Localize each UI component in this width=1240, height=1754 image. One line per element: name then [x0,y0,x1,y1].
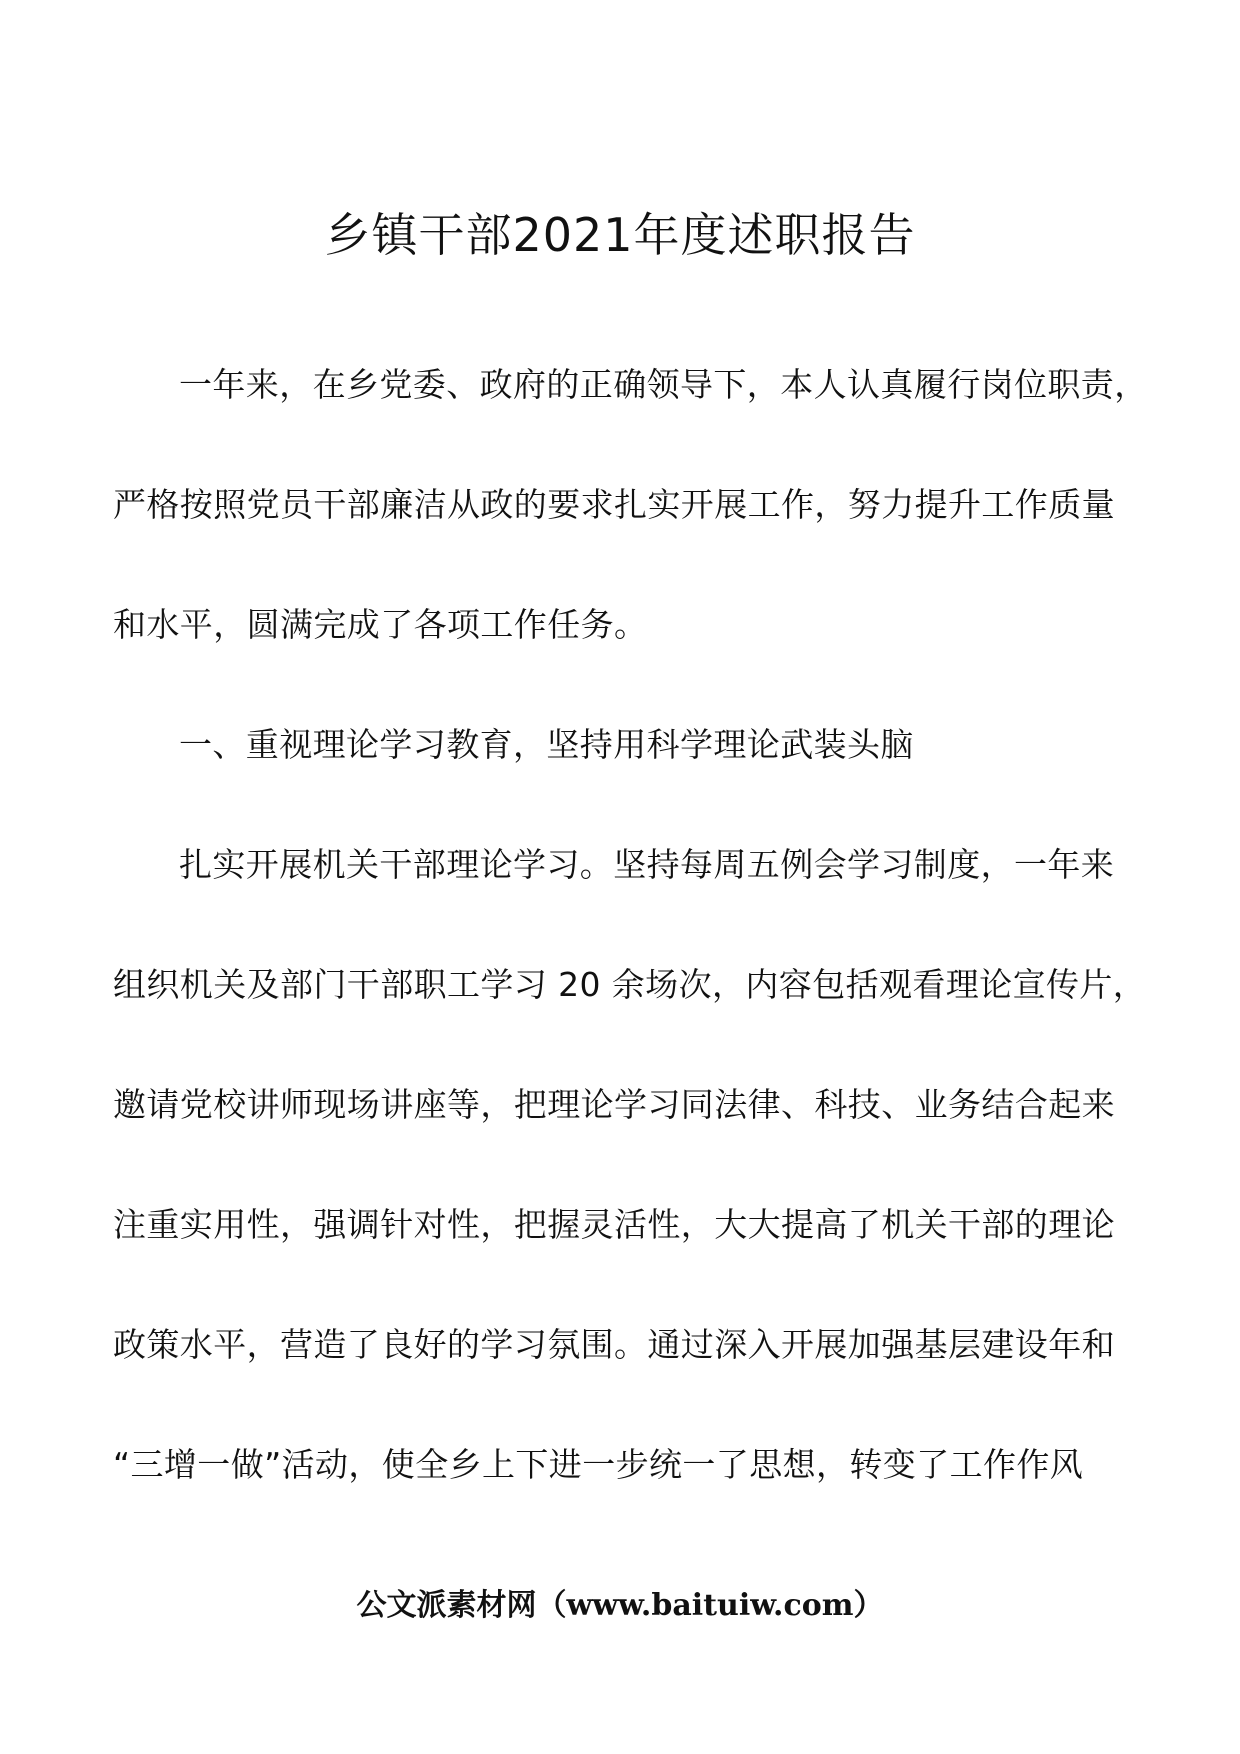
paragraph-section1-line-4: 注重实用性，强调针对性，把握灵活性，大大提高了机关干部的理论 [113,1205,1115,1244]
document-body [113,365,1173,1565]
paragraph-intro-line-2: 严格按照党员干部廉洁从政的要求扎实开展工作，努力提升工作质量 [113,485,1115,524]
paragraph-intro-line-1: 一年来，在乡党委、政府的正确领导下，本人认真履行岗位职责， [179,365,1148,404]
document-title: 乡镇干部2021年度述职报告 [324,208,916,262]
paragraph-section1-line-5: 政策水平，营造了良好的学习氛围。通过深入开展加强基层建设年和 [113,1325,1115,1364]
paragraph-section1-line-3: 邀请党校讲师现场讲座等，把理论学习同法律、科技、业务结合起来 [113,1085,1115,1124]
paragraph-section1-line-1: 扎实开展机关干部理论学习。坚持每周五例会学习制度，一年来 [179,845,1115,884]
footer-watermark-text: 公文派素材网（www.baituiw.com） [356,1588,884,1623]
paragraph-section1-line-6: “三增一做”活动，使全乡上下进一步统一了思想，转变了工作作风 [113,1445,1084,1484]
paragraph-section1-line-2: 组织机关及部门干部职工学习 20 余场次，内容包括观看理论宣传片， [113,965,1147,1004]
paragraph-intro-line-3: 和水平，圆满完成了各项工作任务。 [113,605,648,644]
section-heading-1: 一、重视理论学习教育，坚持用科学理论武装头脑 [179,725,914,764]
